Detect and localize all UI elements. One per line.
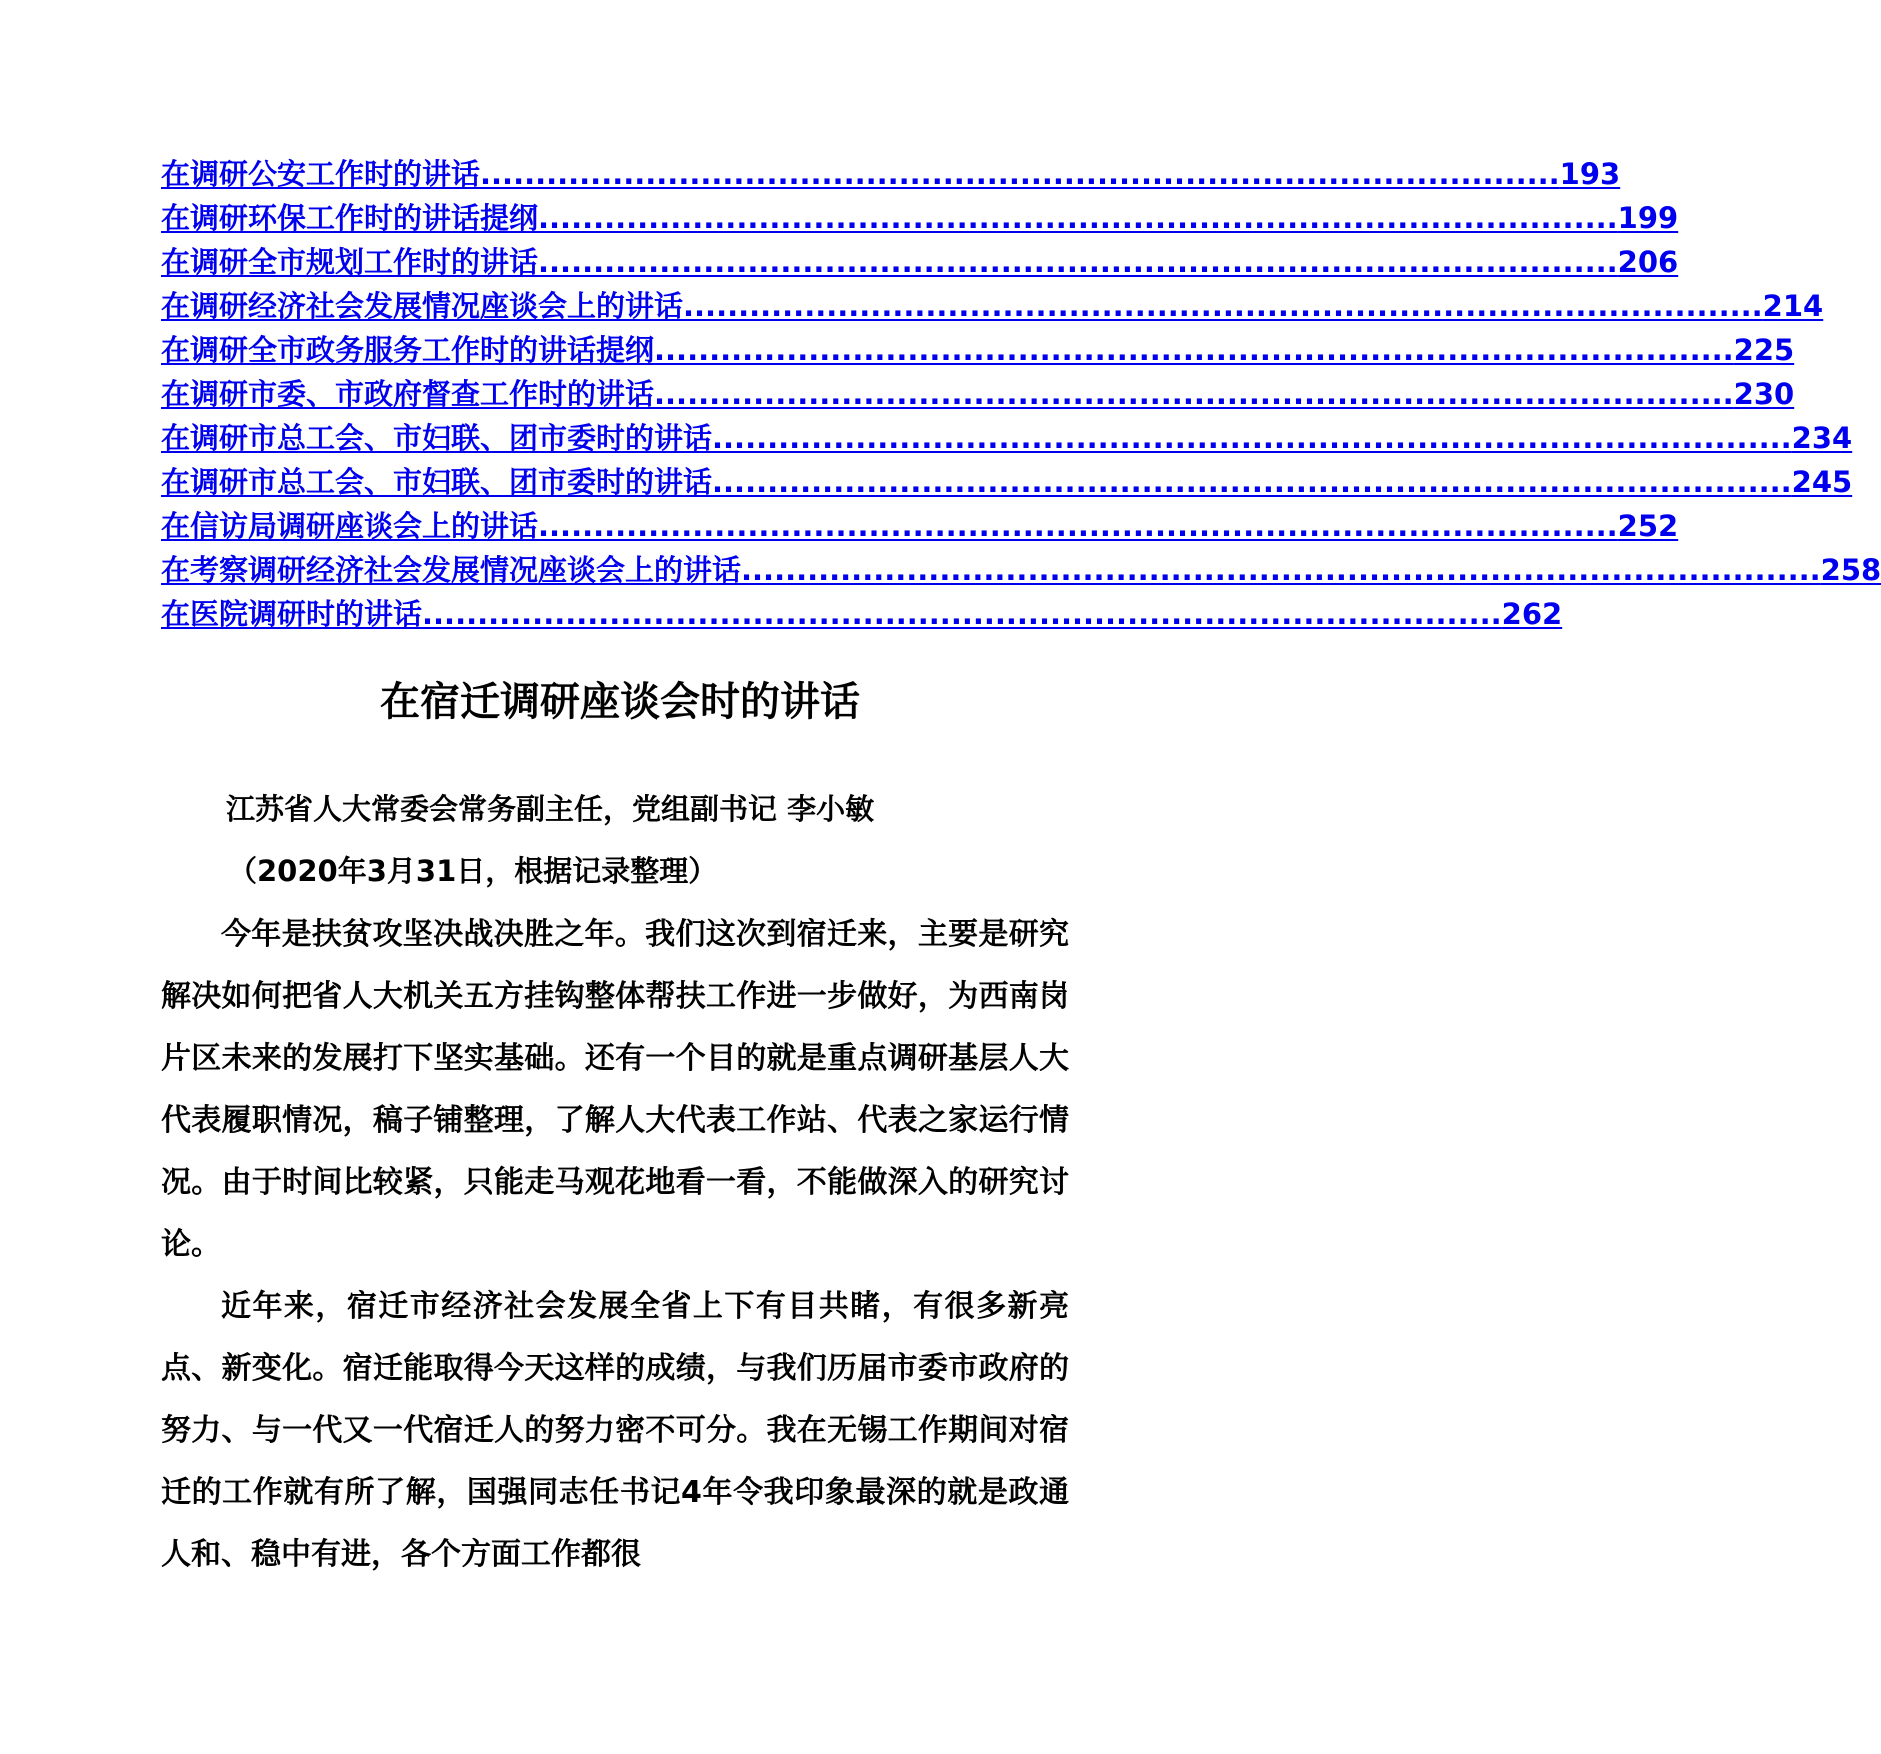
- table-of-contents: [161, 152, 1881, 636]
- toc-entry-title: 在医院调研时的讲话: [161, 597, 423, 631]
- toc-leader-dots: ..................................................................................................: [683, 289, 1763, 323]
- toc-entry-title: 在调研全市政务服务工作时的讲话提纲: [161, 333, 655, 367]
- document-body: [161, 904, 1069, 1586]
- toc-leader-dots: ..................................................................................................: [480, 157, 1560, 191]
- toc-leader-dots: ..................................................................................................: [538, 245, 1618, 279]
- body-paragraph: 今年是扶贫攻坚决战决胜之年。我们这次到宿迁来，主要是研究解决如何把省人大机关五方挂钩整体帮扶工作进一步做好，为西南岗片区未来的发展打下坚实基础。还有一个目的就是重点调研基层人大代表履职情况，稿子铺整理，了解人大代表工作站、代表之家运行情况。由于时间比较紧，只能走马观花地看一看，不能做深入的研究讨论。: [161, 917, 1069, 1262]
- toc-entry-page: 245: [1791, 465, 1853, 499]
- toc-entry-page: 199: [1617, 201, 1679, 235]
- toc-entry-title: 在调研市委、市政府督查工作时的讲话: [161, 377, 655, 411]
- toc-entry-title: 在信访局调研座谈会上的讲话: [161, 509, 539, 543]
- toc-entry-title: 在调研市总工会、市妇联、团市委时的讲话: [161, 421, 713, 455]
- toc-leader-dots: ..................................................................................................: [712, 465, 1792, 499]
- date-line: （2020年3月31日，根据记录整理）: [228, 854, 718, 888]
- toc-leader-dots: ..................................................................................................: [654, 377, 1734, 411]
- toc-leader-dots: ..................................................................................................: [741, 553, 1821, 587]
- toc-entry-page: 234: [1791, 421, 1853, 455]
- toc-entry[interactable]: [161, 152, 1621, 196]
- toc-entry[interactable]: [161, 240, 1679, 284]
- toc-entry[interactable]: [161, 548, 1881, 592]
- toc-entry-page: 193: [1559, 157, 1621, 191]
- toc-entry[interactable]: [161, 592, 1563, 636]
- toc-entry[interactable]: [161, 416, 1853, 460]
- toc-entry[interactable]: [161, 460, 1853, 504]
- toc-entry-title: 在考察调研经济社会发展情况座谈会上的讲话: [161, 553, 742, 587]
- toc-entry-page: 262: [1501, 597, 1563, 631]
- toc-entry[interactable]: [161, 372, 1795, 416]
- toc-entry[interactable]: [161, 328, 1795, 372]
- toc-entry-page: 225: [1733, 333, 1795, 367]
- toc-entry-page: 214: [1762, 289, 1824, 323]
- toc-entry-title: 在调研全市规划工作时的讲话: [161, 245, 539, 279]
- toc-entry-page: 206: [1617, 245, 1679, 279]
- toc-leader-dots: ..................................................................................................: [712, 421, 1792, 455]
- toc-entry[interactable]: [161, 196, 1679, 240]
- author-byline: 江苏省人大常委会常务副主任，党组副书记 李小敏: [226, 792, 875, 826]
- toc-entry-title: 在调研环保工作时的讲话提纲: [161, 201, 539, 235]
- toc-leader-dots: ..................................................................................................: [422, 597, 1502, 631]
- toc-entry-page: 252: [1617, 509, 1679, 543]
- toc-leader-dots: ..................................................................................................: [654, 333, 1734, 367]
- toc-leader-dots: ..................................................................................................: [538, 509, 1618, 543]
- document-title: 在宿迁调研座谈会时的讲话: [380, 679, 860, 725]
- toc-leader-dots: ..................................................................................................: [538, 201, 1618, 235]
- toc-entry-title: 在调研市总工会、市妇联、团市委时的讲话: [161, 465, 713, 499]
- toc-entry-title: 在调研公安工作时的讲话: [161, 157, 481, 191]
- body-paragraph: 近年来，宿迁市经济社会发展全省上下有目共睹，有很多新亮点、新变化。宿迁能取得今天这样的成绩，与我们历届市委市政府的努力、与一代又一代宿迁人的努力密不可分。我在无锡工作期间对宿迁的工作就有所了解，国强同志任书记4年令我印象最深的就是政通人和、稳中有进，各个方面工作都很: [161, 1289, 1069, 1572]
- toc-entry-page: 258: [1820, 553, 1881, 587]
- toc-entry[interactable]: [161, 284, 1824, 328]
- toc-entry-page: 230: [1733, 377, 1795, 411]
- toc-entry-title: 在调研经济社会发展情况座谈会上的讲话: [161, 289, 684, 323]
- toc-entry[interactable]: [161, 504, 1679, 548]
